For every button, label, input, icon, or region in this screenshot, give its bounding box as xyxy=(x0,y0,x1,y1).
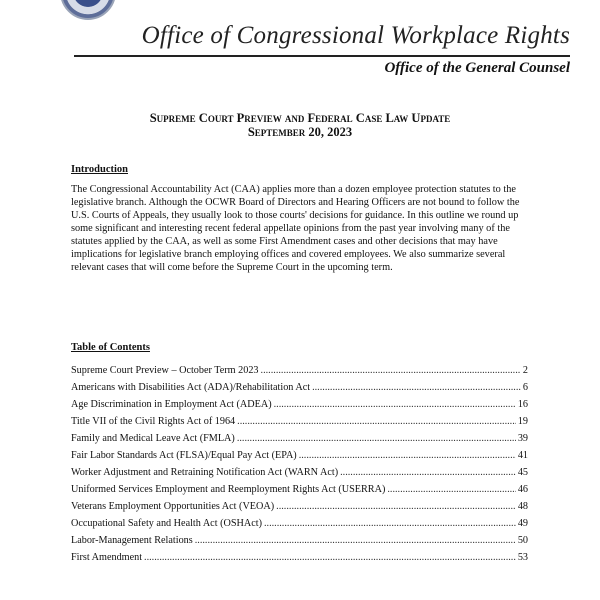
toc-entry[interactable] xyxy=(71,362,528,379)
toc-entry-page: 2 xyxy=(522,365,528,376)
toc-entry[interactable] xyxy=(71,413,528,430)
toc-entry[interactable] xyxy=(71,396,528,413)
toc-entry-label[interactable]: Uniformed Services Employment and Reemployment Rights Act (USERRA) xyxy=(71,484,386,495)
toc-entry-page: 46 xyxy=(517,484,528,495)
toc-leader-dots xyxy=(340,464,516,481)
toc-entry[interactable] xyxy=(71,379,528,396)
ocwr-seal-logo xyxy=(60,0,116,20)
toc-entry-page: 6 xyxy=(522,382,528,393)
toc-entry[interactable] xyxy=(71,498,528,515)
toc-leader-dots xyxy=(195,532,516,549)
toc-entry-label[interactable]: Supreme Court Preview – October Term 2023 xyxy=(71,365,259,376)
toc-entry-page: 53 xyxy=(517,552,528,563)
toc-entry[interactable] xyxy=(71,532,528,549)
toc-entry-label[interactable]: Fair Labor Standards Act (FLSA)/Equal Pay Act (EPA) xyxy=(71,450,297,461)
introduction-heading: Introduction xyxy=(71,164,128,175)
toc-leader-dots xyxy=(274,396,516,413)
toc-entry[interactable] xyxy=(71,464,528,481)
toc-entry-label[interactable]: Worker Adjustment and Retraining Notification Act (WARN Act) xyxy=(71,467,339,478)
toc-entry-label[interactable]: Title VII of the Civil Rights Act of 1964 xyxy=(71,416,236,427)
toc-entry-page: 41 xyxy=(517,450,528,461)
toc-leader-dots xyxy=(387,481,515,498)
toc-leader-dots xyxy=(144,549,516,566)
toc-entry-page: 39 xyxy=(517,433,528,444)
toc-entry[interactable] xyxy=(71,447,528,464)
document-title-line: Supreme Court Preview and Federal Case Law Update xyxy=(149,111,451,125)
toc-entry-page: 50 xyxy=(517,535,528,546)
toc-entry-label[interactable]: Family and Medical Leave Act (FMLA) xyxy=(71,433,235,444)
document-title xyxy=(0,111,600,139)
toc-entry-label[interactable]: Occupational Safety and Health Act (OSHAct) xyxy=(71,518,262,529)
office-subtitle: Office of the General Counsel xyxy=(384,60,570,76)
toc-entry-label[interactable]: Americans with Disabilities Act (ADA)/Rehabilitation Act xyxy=(71,382,311,393)
header-rule xyxy=(74,55,570,57)
document-date: September 20, 2023 xyxy=(247,125,353,139)
toc-entry-label[interactable]: Veterans Employment Opportunities Act (VEOA) xyxy=(71,501,275,512)
toc-entry-page: 19 xyxy=(517,416,528,427)
toc-entry-page: 16 xyxy=(517,399,528,410)
toc-entry[interactable] xyxy=(71,481,528,498)
toc-entry-label[interactable]: Age Discrimination in Employment Act (ADEA) xyxy=(71,399,272,410)
office-title: Office of Congressional Workplace Rights xyxy=(141,22,570,49)
toc-entry-page: 49 xyxy=(517,518,528,529)
toc-entry-label[interactable]: First Amendment xyxy=(71,552,143,563)
toc-entry-page: 45 xyxy=(517,467,528,478)
toc-leader-dots xyxy=(237,413,516,430)
introduction-paragraph: The Congressional Accountability Act (CAA) applies more than a dozen employee protection statutes to the legislative branch. Although the OCWR Board of Directors and Hearing Officers are not bound to follow the U.S. Courts of Appeals, they usually look to those courts' decisions for guidance. In this outline we round up some significant and interesting recent federal appellate opinions from the past year involving many of the statutes applied by the CAA, as well as some First Amendment cases and other decisions that may have implications for legislative branch employing offices and covered employees. We also summarize several relevant cases that will come before the Supreme Court in the upcoming term. xyxy=(71,184,520,273)
toc-leader-dots xyxy=(261,362,521,379)
toc-leader-dots xyxy=(264,515,516,532)
toc-leader-dots xyxy=(312,379,521,396)
table-of-contents xyxy=(71,362,528,566)
toc-leader-dots xyxy=(299,447,516,464)
toc-entry-page: 48 xyxy=(517,501,528,512)
toc-entry[interactable] xyxy=(71,430,528,447)
toc-entry[interactable] xyxy=(71,549,528,566)
toc-heading: Table of Contents xyxy=(71,342,150,353)
toc-entry-label[interactable]: Labor-Management Relations xyxy=(71,535,193,546)
toc-entry[interactable] xyxy=(71,515,528,532)
toc-leader-dots xyxy=(237,430,516,447)
toc-leader-dots xyxy=(276,498,516,515)
